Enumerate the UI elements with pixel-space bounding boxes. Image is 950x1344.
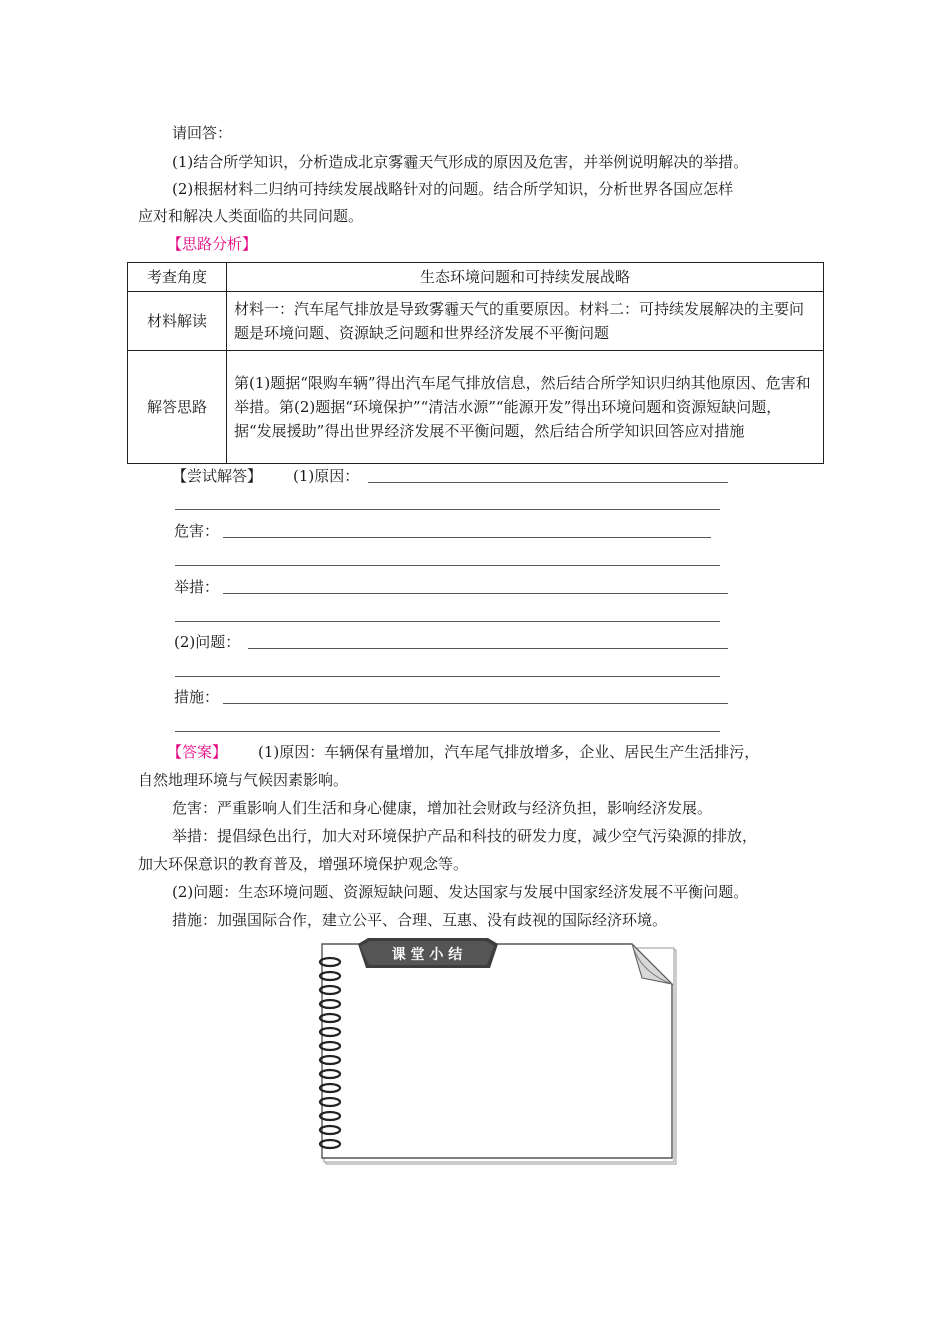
row-content: 第(1)题据“限购车辆”得出汽车尾气排放信息，然后结合所学知识归纳其他原因、危害和举措。第(2)题据“环境保护”“清洁水源”“能源开发”得出环境问题和资源短缺问题，据“发展援助”得出世界经济发展不平衡问题，然后结合所学知识回答应对措施 [227, 351, 824, 464]
measure-answer-line[interactable] [223, 593, 728, 594]
question-2-line1: (2)根据材料二归纳可持续发展战略针对的问题。结合所学知识，分析世界各国应怎样 [172, 180, 734, 198]
answer-line2: 自然地理环境与气候因素影响。 [138, 771, 349, 789]
attempt-harm-label: 危害： [174, 522, 220, 540]
answer-measure-line2: 加大环保意识的教育普及，增强环境保护观念等。 [138, 855, 469, 873]
problem-answer-line[interactable] [248, 648, 728, 649]
q2-measure-answer-line[interactable] [223, 703, 728, 704]
answer-heading: 【答案】 [167, 743, 228, 761]
question-1: (1)结合所学知识，分析造成北京雾霾天气形成的原因及危害，并举例说明解决的举措。 [172, 153, 749, 171]
row-content: 生态环境问题和可持续发展战略 [227, 263, 824, 292]
cause-answer-line-2[interactable] [175, 509, 720, 510]
attempt-q2-problem-label: (2)问题： [174, 633, 241, 651]
question-prompt: 请回答： [172, 124, 233, 142]
q2-measure-answer-line-2[interactable] [175, 731, 720, 732]
attempt-heading: 【尝试解答】 [172, 467, 263, 485]
analysis-table [127, 262, 824, 464]
cause-answer-line[interactable] [368, 482, 728, 483]
row-content: 材料一：汽车尾气排放是导致雾霾天气的重要原因。材料二：可持续发展解决的主要问题是环境问题、资源缺乏问题和世界经济发展不平衡问题 [227, 292, 824, 351]
attempt-q2-measure-label: 措施： [174, 688, 220, 706]
class-summary-notebook [310, 938, 680, 1168]
measure-answer-line-2[interactable] [175, 621, 720, 622]
row-label: 考查角度 [128, 263, 227, 292]
attempt-measure-label: 举措： [174, 578, 220, 596]
answer-measure-line1: 举措：提倡绿色出行，加大对环境保护产品和科技的研发力度，减少空气污染源的排放， [172, 827, 758, 845]
harm-answer-line-2[interactable] [175, 565, 720, 566]
answer-q2-measure: 措施：加强国际合作，建立公平、合理、互惠、没有歧视的国际经济环境。 [172, 911, 668, 929]
row-label: 材料解读 [128, 292, 227, 351]
table-row [128, 292, 824, 351]
table-row [128, 263, 824, 292]
table-row [128, 351, 824, 464]
harm-answer-line[interactable] [223, 537, 711, 538]
question-2-line2: 应对和解决人类面临的共同问题。 [138, 207, 364, 225]
analysis-heading: 【思路分析】 [167, 235, 258, 253]
answer-harm: 危害：严重影响人们生活和身心健康，增加社会财政与经济负担，影响经济发展。 [172, 799, 713, 817]
notebook-illustration [310, 938, 680, 1168]
answer-q2-problem: (2)问题：生态环境问题、资源短缺问题、发达国家与发展中国家经济发展不平衡问题。 [172, 883, 749, 901]
row-label: 解答思路 [128, 351, 227, 464]
problem-answer-line-2[interactable] [175, 676, 720, 677]
attempt-q1-cause-label: (1)原因： [293, 467, 360, 485]
summary-tab-label: 课 堂 小 结 [391, 947, 463, 963]
answer-line1: (1)原因：车辆保有量增加，汽车尾气排放增多，企业、居民生产生活排污， [258, 743, 760, 761]
